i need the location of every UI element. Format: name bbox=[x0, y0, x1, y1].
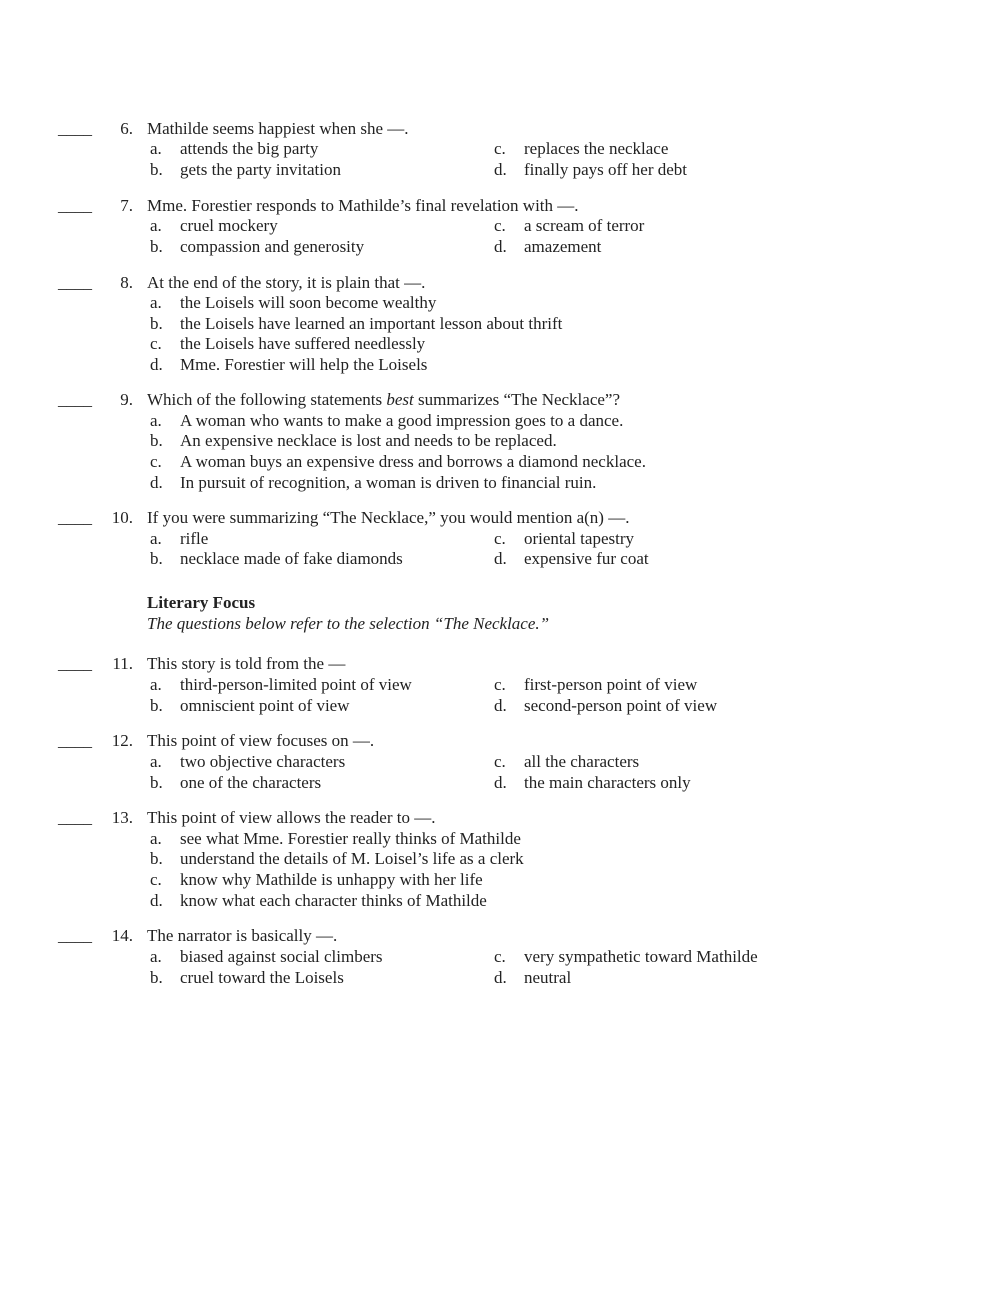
stem-emphasis: best bbox=[386, 390, 414, 409]
option-text: the Loisels have suffered needlessly bbox=[180, 334, 426, 353]
option-text: cruel mockery bbox=[180, 216, 278, 235]
option-letter: b. bbox=[150, 849, 163, 868]
option-text: oriental tapestry bbox=[524, 529, 634, 548]
option-letter: b. bbox=[150, 773, 163, 792]
option-text: the main characters only bbox=[524, 773, 691, 792]
option-text: know what each character thinks of Mathilde bbox=[180, 891, 487, 910]
question-number: 14. bbox=[111, 926, 133, 945]
option-letter: d. bbox=[494, 696, 507, 715]
answer-blank[interactable]: ____ bbox=[58, 273, 92, 292]
answer-blank[interactable]: ____ bbox=[58, 808, 92, 827]
question-number: 9. bbox=[120, 390, 133, 409]
option-text: replaces the necklace bbox=[524, 139, 669, 158]
option-letter: d. bbox=[150, 473, 163, 492]
option-letter: b. bbox=[150, 696, 163, 715]
option-text: finally pays off her debt bbox=[524, 160, 688, 179]
option-text: third-person-limited point of view bbox=[180, 675, 412, 694]
option-letter: b. bbox=[150, 237, 163, 256]
section-heading: Literary Focus bbox=[147, 593, 256, 612]
option-text: a scream of terror bbox=[524, 216, 645, 235]
option-letter: c. bbox=[494, 529, 506, 548]
option-letter: b. bbox=[150, 160, 163, 179]
option-text: know why Mathilde is unhappy with her life bbox=[180, 870, 483, 889]
option-letter: b. bbox=[150, 968, 163, 987]
question-number: 11. bbox=[112, 654, 133, 673]
section-instructions: The questions below refer to the selection “The Necklace.” bbox=[147, 614, 550, 633]
question-stem: If you were summarizing “The Necklace,” you would mention a(n) —. bbox=[147, 508, 630, 527]
question-stem: Mathilde seems happiest when she —. bbox=[147, 119, 409, 138]
question-stem bbox=[147, 389, 620, 410]
option-text: omniscient point of view bbox=[180, 696, 350, 715]
option-letter: b. bbox=[150, 549, 163, 568]
option-text: gets the party invitation bbox=[180, 160, 341, 179]
option-letter: d. bbox=[494, 549, 507, 568]
option-letter: d. bbox=[494, 968, 507, 987]
option-text: all the characters bbox=[524, 752, 640, 771]
option-text: attends the big party bbox=[180, 139, 319, 158]
option-text: cruel toward the Loisels bbox=[180, 968, 344, 987]
question-number: 13. bbox=[111, 808, 133, 827]
answer-blank[interactable]: ____ bbox=[58, 390, 92, 409]
option-text: In pursuit of recognition, a woman is driven to financial ruin. bbox=[180, 473, 597, 492]
option-text: one of the characters bbox=[180, 773, 322, 792]
option-letter: a. bbox=[150, 675, 162, 694]
option-letter: a. bbox=[150, 411, 162, 430]
option-letter: c. bbox=[494, 139, 506, 158]
option-text: biased against social climbers bbox=[180, 947, 383, 966]
option-letter: a. bbox=[150, 293, 162, 312]
question-number: 12. bbox=[111, 731, 133, 750]
option-letter: d. bbox=[150, 891, 163, 910]
answer-blank[interactable]: ____ bbox=[58, 196, 92, 215]
option-letter: c. bbox=[494, 947, 506, 966]
option-letter: a. bbox=[150, 529, 162, 548]
question-number: 6. bbox=[120, 119, 133, 138]
option-letter: c. bbox=[150, 452, 162, 471]
option-text: two objective characters bbox=[180, 752, 346, 771]
option-text: the Loisels have learned an important lesson about thrift bbox=[180, 314, 563, 333]
option-text: Mme. Forestier will help the Loisels bbox=[180, 355, 428, 374]
question-stem: This story is told from the — bbox=[147, 654, 346, 673]
question-number: 8. bbox=[120, 273, 133, 292]
option-letter: a. bbox=[150, 139, 162, 158]
option-text: neutral bbox=[524, 968, 572, 987]
question-number: 10. bbox=[111, 508, 133, 527]
answer-blank[interactable]: ____ bbox=[58, 119, 92, 138]
option-letter: d. bbox=[150, 355, 163, 374]
option-text: understand the details of M. Loisel’s life as a clerk bbox=[180, 849, 524, 868]
option-letter: a. bbox=[150, 829, 162, 848]
option-letter: b. bbox=[150, 431, 163, 450]
option-letter: d. bbox=[494, 773, 507, 792]
option-text: see what Mme. Forestier really thinks of Mathilde bbox=[180, 829, 521, 848]
option-letter: d. bbox=[494, 237, 507, 256]
option-text: the Loisels will soon become wealthy bbox=[180, 293, 437, 312]
option-letter: a. bbox=[150, 752, 162, 771]
question-stem: Mme. Forestier responds to Mathilde’s final revelation with —. bbox=[147, 196, 579, 215]
option-text: An expensive necklace is lost and needs to be replaced. bbox=[180, 431, 557, 450]
option-letter: c. bbox=[494, 675, 506, 694]
option-text: amazement bbox=[524, 237, 602, 256]
answer-blank[interactable]: ____ bbox=[58, 926, 92, 945]
question-stem: At the end of the story, it is plain that —. bbox=[147, 273, 426, 292]
question-stem: This point of view allows the reader to —. bbox=[147, 808, 436, 827]
question-stem: This point of view focuses on —. bbox=[147, 731, 375, 750]
question-stem: The narrator is basically —. bbox=[147, 926, 338, 945]
option-letter: c. bbox=[150, 870, 162, 889]
option-letter: b. bbox=[150, 314, 163, 333]
option-text: A woman buys an expensive dress and borrows a diamond necklace. bbox=[180, 452, 646, 471]
option-letter: a. bbox=[150, 216, 162, 235]
option-text: second-person point of view bbox=[524, 696, 718, 715]
answer-blank[interactable]: ____ bbox=[58, 508, 92, 527]
answer-blank[interactable]: ____ bbox=[58, 731, 92, 750]
option-text: necklace made of fake diamonds bbox=[180, 549, 403, 568]
option-text: compassion and generosity bbox=[180, 237, 365, 256]
option-text: rifle bbox=[180, 529, 209, 548]
option-text: very sympathetic toward Mathilde bbox=[524, 947, 758, 966]
option-letter: c. bbox=[494, 216, 506, 235]
option-text: first-person point of view bbox=[524, 675, 698, 694]
option-text: expensive fur coat bbox=[524, 549, 649, 568]
option-letter: c. bbox=[494, 752, 506, 771]
question-number: 7. bbox=[120, 196, 133, 215]
option-letter: a. bbox=[150, 947, 162, 966]
option-letter: c. bbox=[150, 334, 162, 353]
stem-text: Which of the following statements bbox=[147, 390, 387, 409]
option-letter: d. bbox=[494, 160, 507, 179]
stem-text: summarizes “The Necklace”? bbox=[413, 390, 621, 409]
answer-blank[interactable]: ____ bbox=[58, 654, 92, 673]
option-text: A woman who wants to make a good impression goes to a dance. bbox=[180, 411, 624, 430]
